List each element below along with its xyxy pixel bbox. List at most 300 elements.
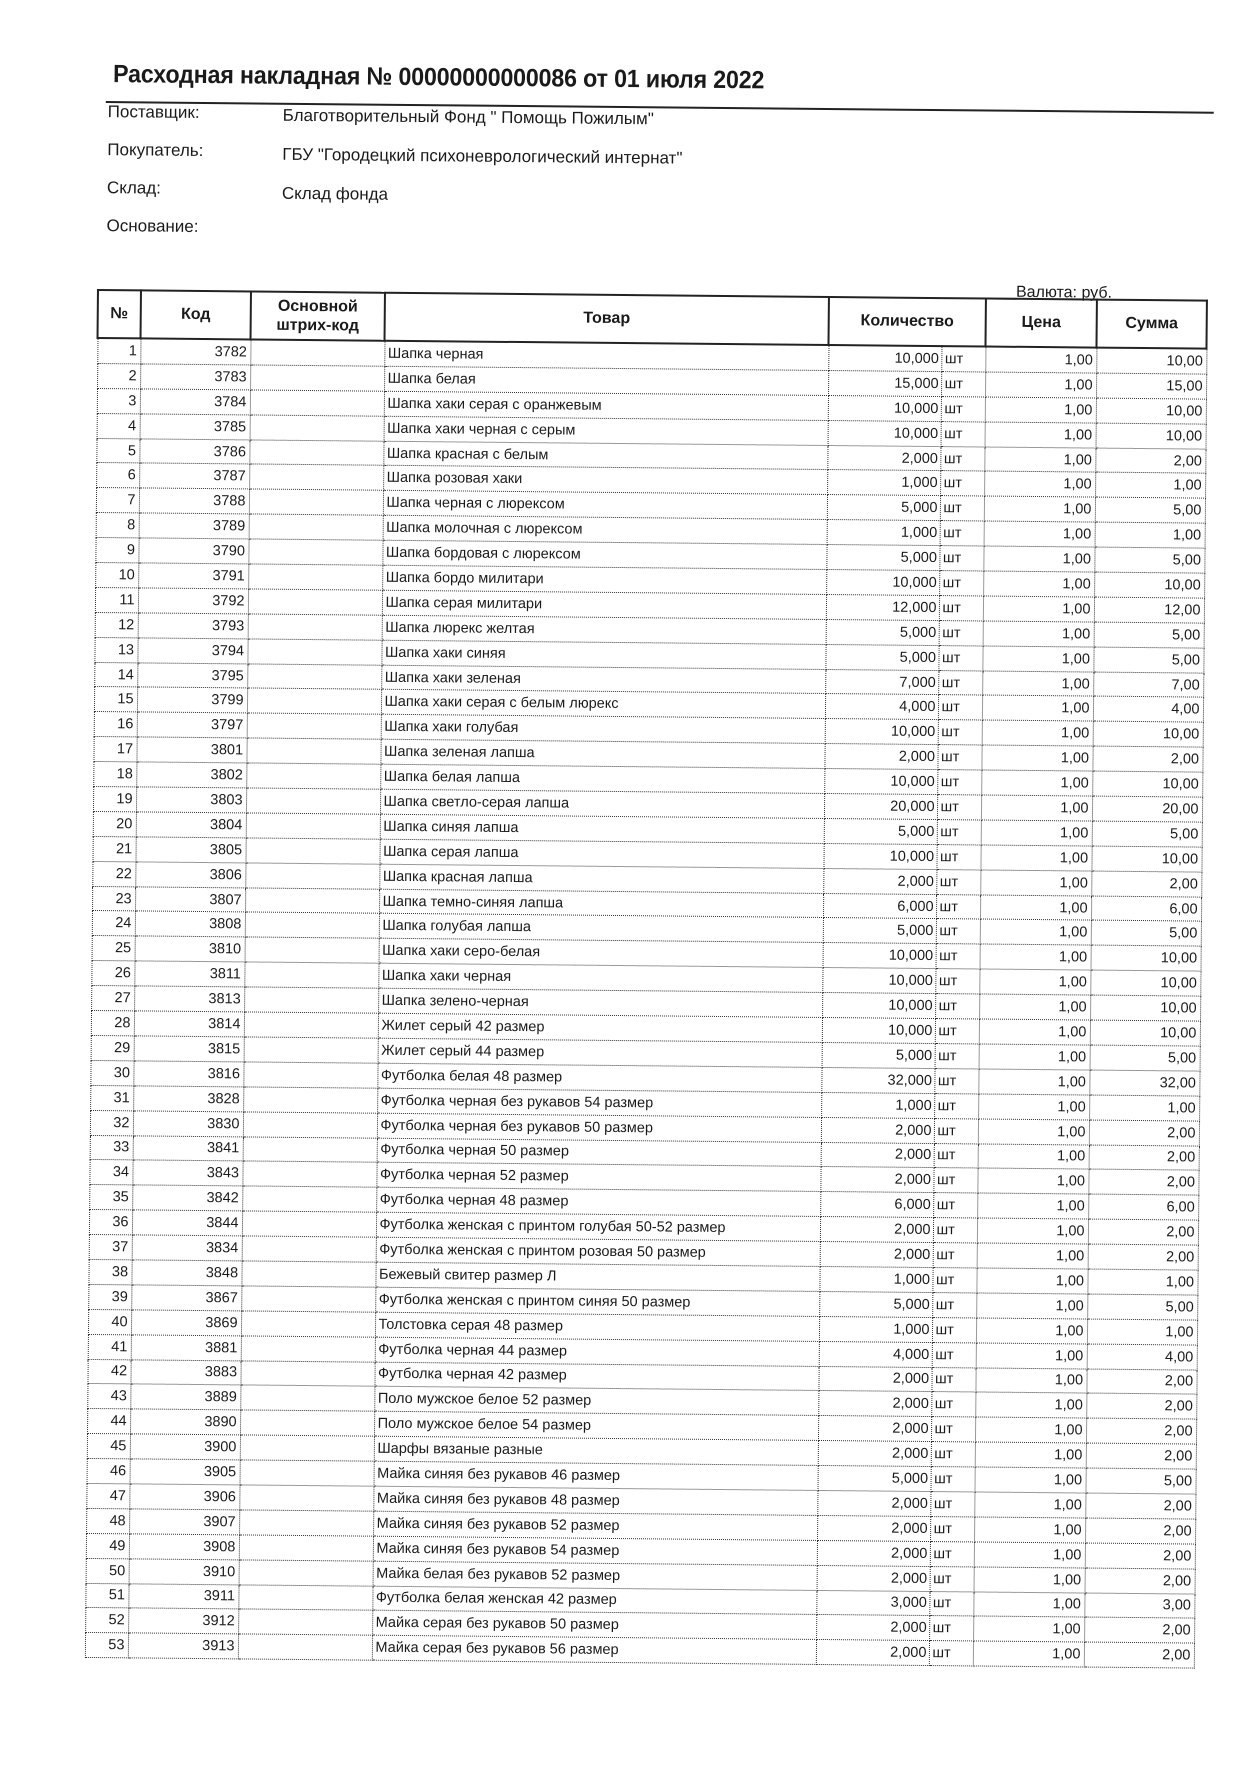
row-code: 3791 [138,563,248,589]
row-quantity: 1,000 [827,470,940,496]
row-code: 3806 [135,862,245,888]
row-sum: 2,00 [1084,1642,1194,1668]
row-number: 8 [96,513,139,538]
row-barcode [247,713,381,739]
row-price: 1,00 [978,1119,1089,1145]
row-barcode [247,688,381,714]
row-barcode [238,1584,372,1610]
goods-table [84,289,1208,1669]
row-code: 3828 [133,1086,243,1112]
row-price: 1,00 [981,820,1092,846]
row-code: 3883 [130,1359,240,1385]
row-number: 19 [93,786,136,811]
row-number: 34 [89,1160,132,1185]
row-price: 1,00 [976,1318,1087,1344]
row-barcode [250,339,384,366]
row-unit: шт [936,919,980,944]
row-barcode [245,937,379,963]
row-unit: шт [939,571,983,596]
row-quantity: 2,000 [827,445,940,471]
row-barcode [240,1360,374,1386]
buyer-value: ГБУ "Городецкий психоневрологический интернат" [282,144,683,168]
row-goods: Футболка черная 52 размер [376,1163,820,1192]
row-code: 3843 [132,1160,242,1186]
row-quantity: 10,000 [822,968,935,994]
row-quantity: 2,000 [818,1391,931,1417]
row-sum: 5,00 [1094,622,1204,648]
row-price: 1,00 [973,1616,1084,1642]
row-goods: Толстовка серая 48 размер [375,1312,819,1341]
row-unit: шт [936,944,980,969]
row-number: 9 [95,538,138,563]
row-unit: шт [933,1243,977,1268]
row-unit: шт [937,770,981,795]
row-price: 1,00 [980,944,1091,970]
row-price: 1,00 [983,596,1094,622]
row-unit: шт [940,521,984,546]
row-sum: 5,00 [1095,497,1205,523]
row-price: 1,00 [975,1392,1086,1418]
row-goods: Футболка черная 50 размер [377,1138,821,1167]
row-barcode [241,1311,375,1337]
row-quantity: 5,000 [825,644,938,670]
row-sum: 10,00 [1090,1020,1200,1046]
row-unit: шт [934,1068,978,1093]
row-sum: 2,00 [1091,871,1201,897]
row-sum: 20,00 [1092,796,1202,822]
row-unit: шт [933,1193,977,1218]
row-unit: шт [931,1392,975,1417]
row-sum: 12,00 [1094,597,1204,623]
row-unit: шт [941,396,985,421]
row-number: 40 [88,1309,131,1334]
row-price: 1,00 [982,671,1093,697]
row-sum: 5,00 [1085,1468,1195,1494]
row-goods: Шапка розовая хаки [383,466,827,495]
row-barcode [239,1485,373,1511]
row-barcode [249,440,383,466]
row-quantity: 2,000 [818,1416,931,1442]
row-quantity: 32,000 [821,1067,934,1093]
row-goods: Футболка белая 48 размер [377,1063,821,1092]
row-number: 52 [85,1608,128,1633]
row-unit: шт [930,1492,974,1517]
row-sum: 2,00 [1088,1169,1198,1195]
row-barcode [242,1186,376,1212]
row-code: 3783 [140,364,250,390]
col-header-goods: Товар [385,293,829,345]
row-number: 26 [91,961,134,986]
row-number: 42 [87,1359,130,1384]
row-quantity: 2,000 [817,1515,930,1541]
row-unit: шт [941,421,985,446]
row-price: 1,00 [985,347,1096,373]
row-price: 1,00 [975,1442,1086,1468]
row-barcode [244,962,378,988]
row-barcode [245,838,379,864]
row-number: 10 [95,562,138,587]
row-unit: шт [938,695,982,720]
row-sum: 10,00 [1090,970,1200,996]
row-code: 3905 [130,1459,240,1485]
row-sum: 2,00 [1095,448,1205,474]
row-barcode [248,564,382,590]
row-quantity: 6,000 [823,893,936,919]
row-sum: 5,00 [1092,821,1202,847]
row-code: 3842 [132,1185,242,1211]
row-number: 36 [89,1210,132,1235]
row-sum: 1,00 [1087,1319,1197,1345]
row-code: 3788 [139,488,249,514]
row-unit: шт [932,1268,976,1293]
row-barcode [246,738,380,764]
row-code: 3795 [137,662,247,688]
row-price: 1,00 [985,397,1096,423]
row-quantity: 2,000 [816,1640,929,1666]
row-barcode [243,1136,377,1162]
row-price: 1,00 [979,969,1090,995]
row-barcode [240,1410,374,1436]
row-number: 48 [86,1508,129,1533]
row-quantity: 1,000 [819,1316,932,1342]
row-sum: 5,00 [1093,647,1203,673]
row-number: 25 [92,936,135,961]
row-number: 37 [89,1235,132,1260]
row-unit: шт [930,1566,974,1591]
row-goods: Шапка черная с люрексом [383,491,827,520]
row-goods: Майка синяя без рукавов 48 размер [373,1486,817,1515]
row-price: 1,00 [976,1343,1087,1369]
row-unit: шт [935,969,979,994]
basis-label: Основание: [106,216,199,236]
row-barcode [239,1510,373,1536]
row-price: 1,00 [974,1567,1085,1593]
row-price: 1,00 [974,1542,1085,1568]
row-quantity: 2,000 [821,1142,934,1168]
row-sum: 2,00 [1086,1369,1196,1395]
row-price: 1,00 [974,1467,1085,1493]
row-unit: шт [941,371,985,396]
row-price: 1,00 [980,895,1091,921]
row-unit: шт [939,546,983,571]
row-quantity: 1,000 [827,520,940,546]
row-price: 1,00 [973,1641,1084,1667]
row-barcode [247,639,381,665]
row-quantity: 5,000 [826,545,939,571]
row-quantity: 10,000 [828,345,941,371]
row-number: 32 [90,1110,133,1135]
row-unit: шт [934,1093,978,1118]
row-quantity: 1,000 [821,1092,934,1118]
row-unit: шт [934,1143,978,1168]
row-number: 38 [88,1259,131,1284]
row-number: 7 [96,488,139,513]
row-code: 3816 [133,1061,243,1087]
row-barcode [246,763,380,789]
row-quantity: 2,000 [820,1167,933,1193]
row-quantity: 6,000 [820,1192,933,1218]
row-code: 3844 [132,1210,242,1236]
row-goods: Футболка черная 42 размер [374,1362,818,1391]
row-price: 1,00 [973,1591,1084,1617]
row-goods: Бежевый свитер размер Л [375,1262,819,1291]
row-number: 23 [92,886,135,911]
row-goods: Шапка черная [384,341,828,371]
row-number: 33 [90,1135,133,1160]
row-goods: Шапка хаки голубая [381,715,825,744]
row-number: 15 [94,687,137,712]
row-goods: Поло мужское белое 52 размер [374,1387,818,1416]
row-code: 3911 [128,1583,238,1609]
row-price: 1,00 [983,546,1094,572]
row-sum: 10,00 [1096,348,1206,374]
row-price: 1,00 [977,1193,1088,1219]
row-sum: 5,00 [1090,1045,1200,1071]
currency-label: Валюта: руб. [1015,283,1113,302]
row-price: 1,00 [985,422,1096,448]
row-code: 3807 [135,886,245,912]
row-quantity: 2,000 [824,744,937,770]
row-goods: Жилет серый 42 размер [378,1013,822,1042]
supplier-label: Поставщик: [107,102,200,122]
row-goods: Шапка зеленая лапша [380,739,824,768]
row-price: 1,00 [979,1019,1090,1045]
row-goods: Футболка черная 48 размер [376,1187,820,1216]
row-goods: Шапка темно-синяя лапша [379,889,823,918]
row-goods: Шапка красная лапша [379,864,823,893]
row-code: 3789 [139,513,249,539]
row-unit: шт [933,1168,977,1193]
row-number: 16 [94,712,137,737]
row-barcode [240,1385,374,1411]
row-sum: 2,00 [1085,1493,1195,1519]
row-number: 30 [90,1060,133,1085]
row-code: 3794 [137,638,247,664]
row-sum: 6,00 [1088,1194,1198,1220]
row-quantity: 2,000 [821,1117,934,1143]
row-code: 3787 [139,463,249,489]
row-barcode [247,664,381,690]
row-goods: Шапка белая лапша [380,764,824,793]
row-sum: 10,00 [1096,423,1206,449]
document-title: Расходная накладная № 00000000000086 от 01 июля 2022 [112,60,765,95]
row-quantity: 10,000 [825,719,938,745]
row-goods: Шапка хаки серая с белым люрекс [381,690,825,719]
row-sum: 2,00 [1086,1393,1196,1419]
row-price: 1,00 [977,1243,1088,1269]
row-sum: 10,00 [1091,846,1201,872]
row-sum: 15,00 [1096,373,1206,399]
row-unit: шт [934,1118,978,1143]
row-sum: 32,00 [1089,1070,1199,1096]
row-code: 3792 [138,588,248,614]
row-barcode [242,1211,376,1237]
col-header-code: Код [141,290,251,339]
row-quantity: 10,000 [823,943,936,969]
row-sum: 2,00 [1088,1244,1198,1270]
row-code: 3889 [130,1384,240,1410]
row-sum: 2,00 [1089,1145,1199,1171]
row-code: 3881 [131,1334,241,1360]
row-number: 17 [93,737,136,762]
row-quantity: 5,000 [824,818,937,844]
row-goods: Шарфы вязаные разные [374,1436,818,1465]
row-quantity: 10,000 [823,843,936,869]
row-unit: шт [932,1317,976,1342]
row-barcode [248,539,382,565]
row-price: 1,00 [976,1293,1087,1319]
row-goods: Поло мужское белое 54 размер [374,1411,818,1440]
row-price: 1,00 [979,1044,1090,1070]
row-code: 3869 [131,1310,241,1336]
row-sum: 1,00 [1095,522,1205,548]
row-unit: шт [936,844,980,869]
row-code: 3799 [137,687,247,713]
row-price: 1,00 [974,1492,1085,1518]
row-number: 6 [96,463,139,488]
row-quantity: 5,000 [819,1291,932,1317]
row-goods: Майка белая без рукавов 52 размер [373,1561,817,1590]
row-unit: шт [932,1342,976,1367]
row-quantity: 10,000 [822,993,935,1019]
row-barcode [249,464,383,490]
row-number: 41 [88,1334,131,1359]
row-unit: шт [930,1541,974,1566]
row-code: 3808 [135,911,245,937]
row-quantity: 2,000 [823,868,936,894]
row-unit: шт [933,1218,977,1243]
row-number: 14 [94,662,137,687]
row-quantity: 20,000 [824,794,937,820]
row-code: 3834 [132,1235,242,1261]
row-unit: шт [931,1442,975,1467]
row-number: 49 [86,1533,129,1558]
row-barcode [241,1286,375,1312]
row-goods: Шапка синяя лапша [380,814,824,843]
row-price: 1,00 [978,1069,1089,1095]
row-goods: Шапка люрекс желтая [382,615,826,644]
row-price: 1,00 [984,496,1095,522]
row-quantity: 10,000 [822,1018,935,1044]
row-number: 27 [91,986,134,1011]
row-goods: Шапка зелено-черная [378,988,822,1017]
row-number: 31 [90,1085,133,1110]
row-unit: шт [931,1367,975,1392]
row-quantity: 4,000 [819,1341,932,1367]
row-quantity: 2,000 [820,1242,933,1268]
row-barcode [238,1634,372,1660]
row-price: 1,00 [977,1168,1088,1194]
row-price: 1,00 [982,646,1093,672]
row-number: 45 [87,1434,130,1459]
row-quantity: 2,000 [818,1366,931,1392]
row-quantity: 4,000 [825,694,938,720]
row-number: 50 [86,1558,129,1583]
row-number: 3 [97,388,140,413]
row-price: 1,00 [977,1218,1088,1244]
row-number: 46 [87,1459,130,1484]
row-price: 1,00 [984,447,1095,473]
row-unit: шт [940,496,984,521]
row-code: 3790 [138,538,248,564]
row-goods: Майка серая без рукавов 50 размер [372,1611,816,1640]
row-barcode [241,1261,375,1287]
row-code: 3848 [131,1260,241,1286]
row-code: 3913 [128,1633,238,1659]
row-goods: Шапка бордо милитари [382,565,826,594]
row-code: 3811 [134,961,244,987]
row-barcode [245,863,379,889]
row-unit: шт [930,1516,974,1541]
row-code: 3805 [135,837,245,863]
row-barcode [243,1062,377,1088]
row-goods: Футболка черная без рукавов 50 размер [377,1113,821,1142]
row-code: 3785 [140,414,250,440]
row-barcode [242,1236,376,1262]
row-goods: Шапка серая милитари [382,590,826,619]
row-quantity: 10,000 [826,570,939,596]
row-quantity: 10,000 [828,420,941,446]
row-number: 47 [86,1483,129,1508]
row-price: 1,00 [981,770,1092,796]
row-goods: Майка синяя без рукавов 54 размер [373,1536,817,1565]
row-unit: шт [936,894,980,919]
row-number: 18 [93,762,136,787]
row-code: 3793 [138,613,248,639]
row-quantity: 5,000 [822,1042,935,1068]
row-code: 3867 [131,1285,241,1311]
title-divider [106,101,1214,114]
row-quantity: 2,000 [816,1615,929,1641]
row-barcode [246,788,380,814]
row-barcode [248,589,382,615]
row-sum: 10,00 [1096,398,1206,424]
row-goods: Шапка светло-серая лапша [380,789,824,818]
row-barcode [243,1112,377,1138]
row-quantity: 12,000 [826,594,939,620]
row-quantity: 15,000 [828,370,941,396]
row-sum: 1,00 [1095,473,1205,499]
row-sum: 5,00 [1094,547,1204,573]
row-barcode [250,390,384,416]
row-code: 3900 [130,1434,240,1460]
row-barcode [243,1087,377,1113]
row-barcode [239,1535,373,1561]
row-quantity: 7,000 [825,669,938,695]
row-unit: шт [939,595,983,620]
row-sum: 2,00 [1085,1568,1195,1594]
row-unit: шт [935,994,979,1019]
row-sum: 1,00 [1087,1269,1197,1295]
row-sum: 2,00 [1086,1418,1196,1444]
supplier-value: Благотворительный Фонд " Помощь Пожилым" [282,105,654,129]
row-number: 24 [92,911,135,936]
row-unit: шт [938,670,982,695]
row-unit: шт [930,1467,974,1492]
row-sum: 5,00 [1087,1294,1197,1320]
row-quantity: 2,000 [817,1565,930,1591]
row-goods: Майка синяя без рукавов 46 размер [374,1461,818,1490]
row-code: 3907 [129,1509,239,1535]
row-price: 1,00 [979,994,1090,1020]
row-goods: Шапка бордовая с люрексом [382,540,826,569]
row-unit: шт [929,1616,973,1641]
row-barcode [244,987,378,1013]
warehouse-label: Склад: [106,178,161,198]
row-goods: Шапка серая лапша [379,839,823,868]
row-code: 3830 [133,1110,243,1136]
row-barcode [244,1012,378,1038]
